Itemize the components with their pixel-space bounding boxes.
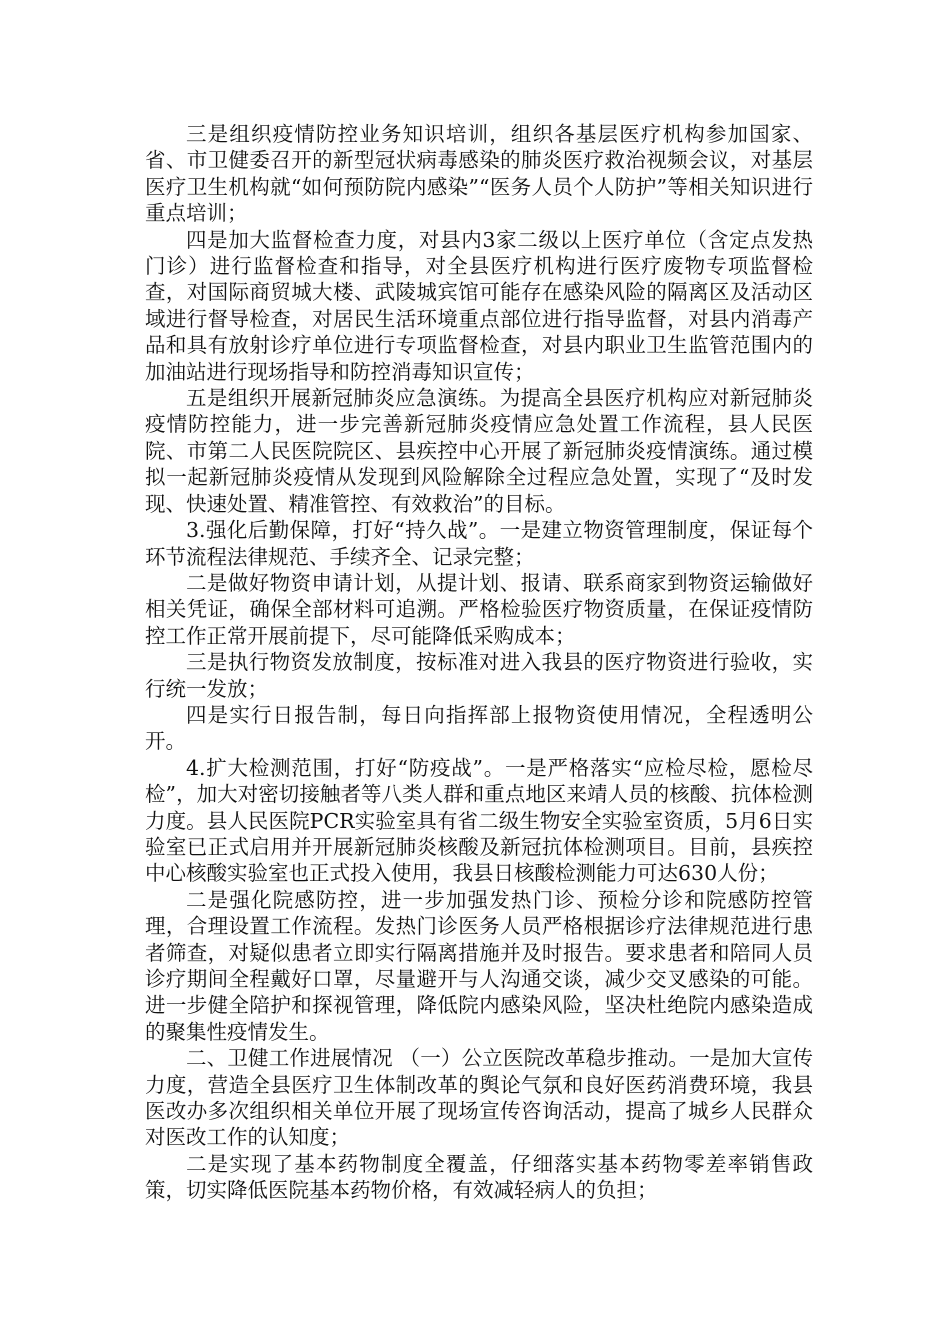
paragraph-training: 三是组织疫情防控业务知识培训，组织各基层医疗机构参加国家、省、市卫健委召开的新型冠状病毒感染的肺炎医疗救治视频会议，对基层医疗卫生机构就“如何预防院内感染”“医务人员个人防护”等相关知识进行重点培训； (145, 122, 813, 226)
paragraph-hospital-reform: 二、卫健工作进展情况 （一）公立医院改革稳步推动。一是加大宣传力度，营造全县医疗卫生体制改革的舆论气氛和良好医药消费环境，我县医改办多次组织相关单位开展了现场宣传咨询活动，提高了城乡人民群众对医改工作的认知度； (145, 1046, 813, 1150)
paragraph-logistics: 3.强化后勤保障，打好“持久战”。一是建立物资管理制度，保证每个环节流程法律规范、手续齐全、记录完整； (145, 518, 813, 569)
document-body (145, 121, 813, 1204)
paragraph-essential-drugs: 二是实现了基本药物制度全覆盖，仔细落实基本药物零差率销售政策，切实降低医院基本药物价格，有效减轻病人的负担； (145, 1151, 813, 1203)
paragraph-supervision: 四是加大监督检查力度，对县内3家二级以上医疗单位（含定点发热门诊）进行监督检查和指导，对全县医疗机构进行医疗废物专项监督检查，对国际商贸城大楼、武陵城宾馆可能存在感染风险的隔离区及活动区域进行督导检查，对居民生活环境重点部位进行指导监督，对县内消毒产品和具有放射诊疗单位进行专项监督检查，对县内职业卫生监管范围内的加油站进行现场指导和防控消毒知识宣传； (145, 227, 813, 384)
paragraph-distribution: 三是执行物资发放制度，按标准对进入我县的医疗物资进行验收，实行统一发放； (145, 650, 813, 701)
paragraph-daily-report: 四是实行日报告制，每日向指挥部上报物资使用情况，全程透明公开。 (145, 702, 813, 754)
paragraph-infection-control: 二是强化院感防控，进一步加强发热门诊、预检分诊和院感防控管理，合理设置工作流程。发热门诊医务人员严格根据诊疗法律规范进行患者筛查，对疑似患者立即实行隔离措施并及时报告。要求患者和陪同人员诊疗期间全程戴好口罩，尽量避开与人沟通交谈，减少交叉感染的可能。进一步健全陪护和探视管理，降低院内感染风险，坚决杜绝院内感染造成的聚集性疫情发生。 (145, 887, 813, 1044)
paragraph-materials-plan: 二是做好物资申请计划，从提计划、报请、联系商家到物资运输做好相关凭证，确保全部材料可追溯。严格检验医疗物资质量，在保证疫情防控工作正常开展前提下，尽可能降低采购成本； (145, 570, 813, 648)
paragraph-testing: 4.扩大检测范围，打好“防疫战”。一是严格落实“应检尽检，愿检尽检”，加大对密切接触者等八类人群和重点地区来靖人员的核酸、抗体检测力度。县人民医院PCR实验室具有省二级生物安全实验室资质，5月6日实验室已正式启用并开展新冠肺炎核酸及新冠抗体检测项目。目前，县疾控中心核酸实验室也正式投入使用，我县日核酸检测能力可达630人份； (145, 755, 813, 886)
paragraph-drill: 五是组织开展新冠肺炎应急演练。为提高全县医疗机构应对新冠肺炎疫情防控能力，进一步完善新冠肺炎疫情应急处置工作流程，县人民医院、市第二人民医院院区、县疾控中心开展了新冠肺炎疫情演练。通过模拟一起新冠肺炎疫情从发现到风险解除全过程应急处置，实现了“及时发现、快速处置、精准管控、有效救治”的目标。 (145, 386, 813, 516)
